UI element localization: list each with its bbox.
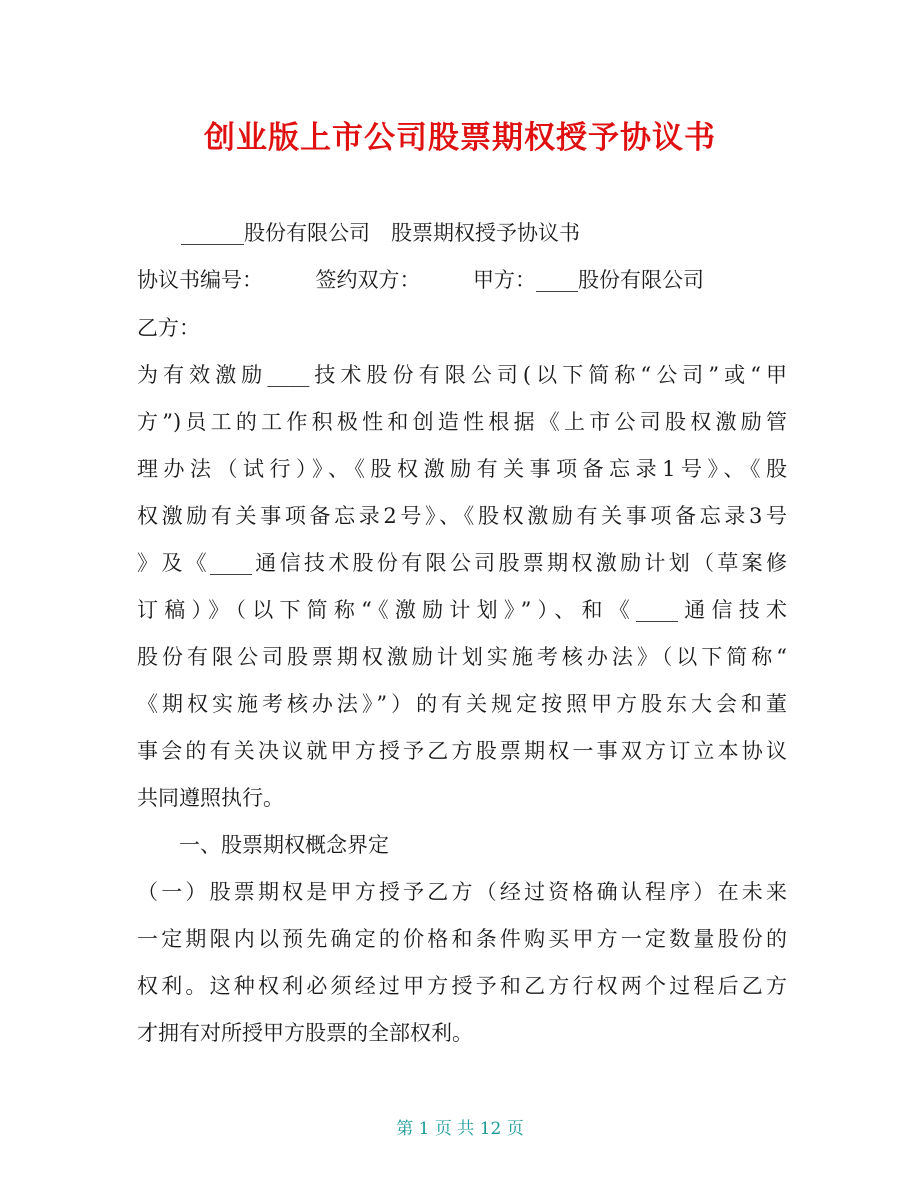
body-line: 》及《____通信技术股份有限公司股票期权激励计划（草案修 [137, 551, 787, 575]
body-line: 权激励有关事项备忘录2号》、《股权激励有关事项备忘录3号 [137, 504, 787, 528]
body-line: （一）股票期权是甲方授予乙方（经过资格确认程序）在未来 [137, 880, 787, 904]
body-line: 理办法（试行）》、《股权激励有关事项备忘录1号》、《股 [137, 457, 787, 481]
body-line: 事会的有关决议就甲方授予乙方股票期权一事双方订立本协议 [137, 739, 787, 763]
body-line: 方”)员工的工作积极性和创造性根据《上市公司股权激励管 [137, 410, 787, 434]
page-number: 第 1 页 共 12 页 [396, 1119, 524, 1139]
body-line: 共同遵照执行。 [137, 786, 284, 810]
body-line: 《期权实施考核办法》”）的有关规定按照甲方股东大会和董 [137, 692, 787, 716]
body-line: 股份有限公司股票期权激励计划实施考核办法》（以下简称“ [137, 645, 787, 669]
party-b-line: 乙方： [137, 316, 200, 340]
body-line: 一定期限内以预先确定的价格和条件购买甲方一定数量股份的 [137, 927, 787, 951]
document-title: 创业版上市公司股票期权授予协议书 [204, 120, 716, 156]
body-line: 订稿）》（以下简称“《激励计划》”）、和《____通信技术 [137, 598, 787, 622]
heading-line: ______股份有限公司 股票期权授予协议书 [181, 221, 580, 245]
body-line: 才拥有对所授甲方股票的全部权利。 [137, 1021, 473, 1045]
body-line: 权利。这种权利必须经过甲方授予和乙方行权两个过程后乙方 [137, 974, 787, 998]
body-line: 为有效激励____技术股份有限公司(以下简称“公司”或“甲 [137, 363, 787, 387]
section-heading: 一、股票期权概念界定 [179, 833, 389, 857]
agreement-meta-line: 协议书编号： 签约双方： 甲方：____股份有限公司 [137, 268, 704, 292]
